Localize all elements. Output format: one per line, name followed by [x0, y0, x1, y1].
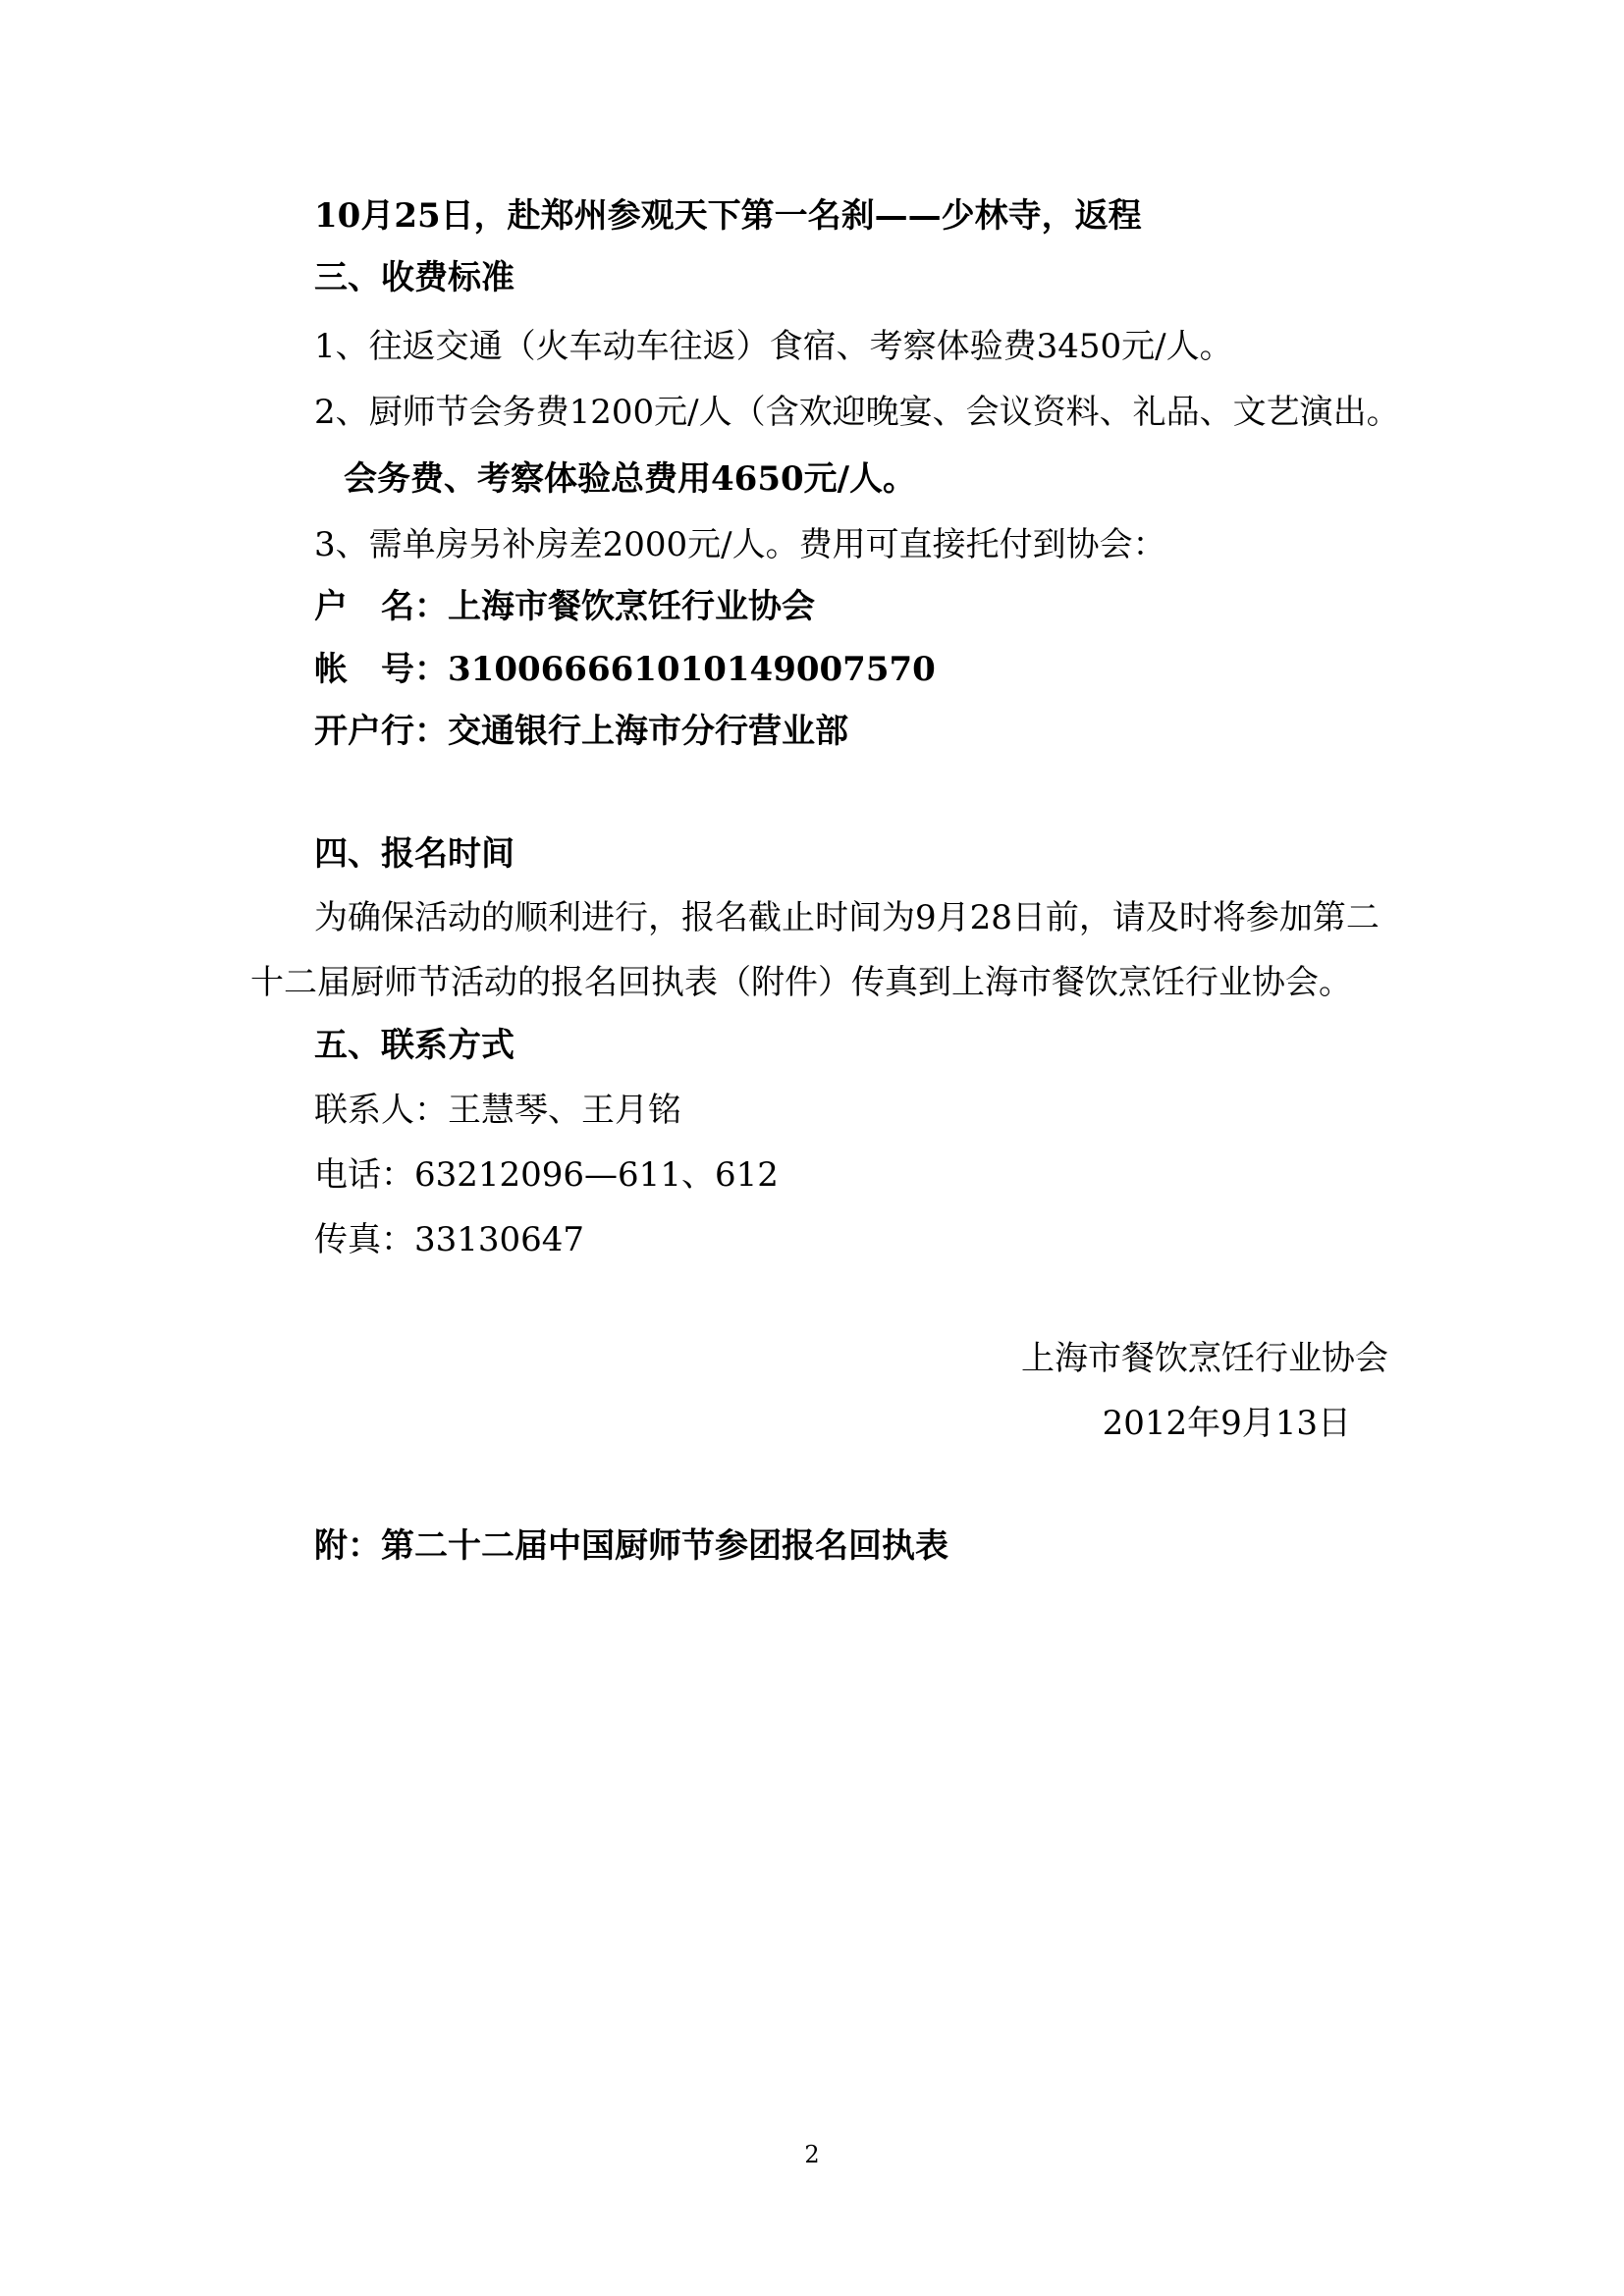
page-number: 2	[804, 2141, 820, 2168]
contact-heading: 五、联系方式	[314, 1026, 514, 1065]
fees-item-3: 3、需单房另补房差2000元/人。费用可直接托付到协会：	[314, 525, 1166, 564]
signature-org: 上海市餐饮烹饪行业协会	[1021, 1339, 1388, 1378]
signature-date: 2012年9月13日	[1102, 1404, 1351, 1443]
account-name: 户 名：上海市餐饮烹饪行业协会	[314, 587, 815, 626]
fees-item-2: 2、厨师节会务费1200元/人（含欢迎晚宴、会议资料、礼品、文艺演出。	[314, 393, 1400, 432]
account-number: 帐 号：310066661010149007570	[314, 650, 936, 689]
contact-fax: 传真：33130647	[314, 1220, 585, 1259]
fees-total: 会务费、考察体验总费用4650元/人。	[344, 459, 917, 499]
registration-para-line-1: 为确保活动的顺利进行，报名截止时间为9月28日前，请及时将参加第二	[314, 898, 1380, 937]
registration-heading: 四、报名时间	[314, 834, 514, 874]
bank-name: 开户行：交通银行上海市分行营业部	[314, 712, 848, 751]
registration-para-line-2: 十二届厨师节活动的报名回执表（附件）传真到上海市餐饮烹饪行业协会。	[250, 963, 1352, 1002]
contact-phone: 电话：63212096—611、612	[314, 1155, 779, 1195]
fees-item-1: 1、往返交通（火车动车往返）食宿、考察体验费3450元/人。	[314, 327, 1233, 366]
contact-person: 联系人：王慧琴、王月铭	[314, 1091, 681, 1130]
itinerary-oct25: 10月25日，赴郑州参观天下第一名刹——少林寺，返程	[314, 196, 1142, 236]
attachment-note: 附：第二十二届中国厨师节参团报名回执表	[314, 1526, 948, 1566]
fees-heading: 三、收费标准	[314, 258, 514, 297]
